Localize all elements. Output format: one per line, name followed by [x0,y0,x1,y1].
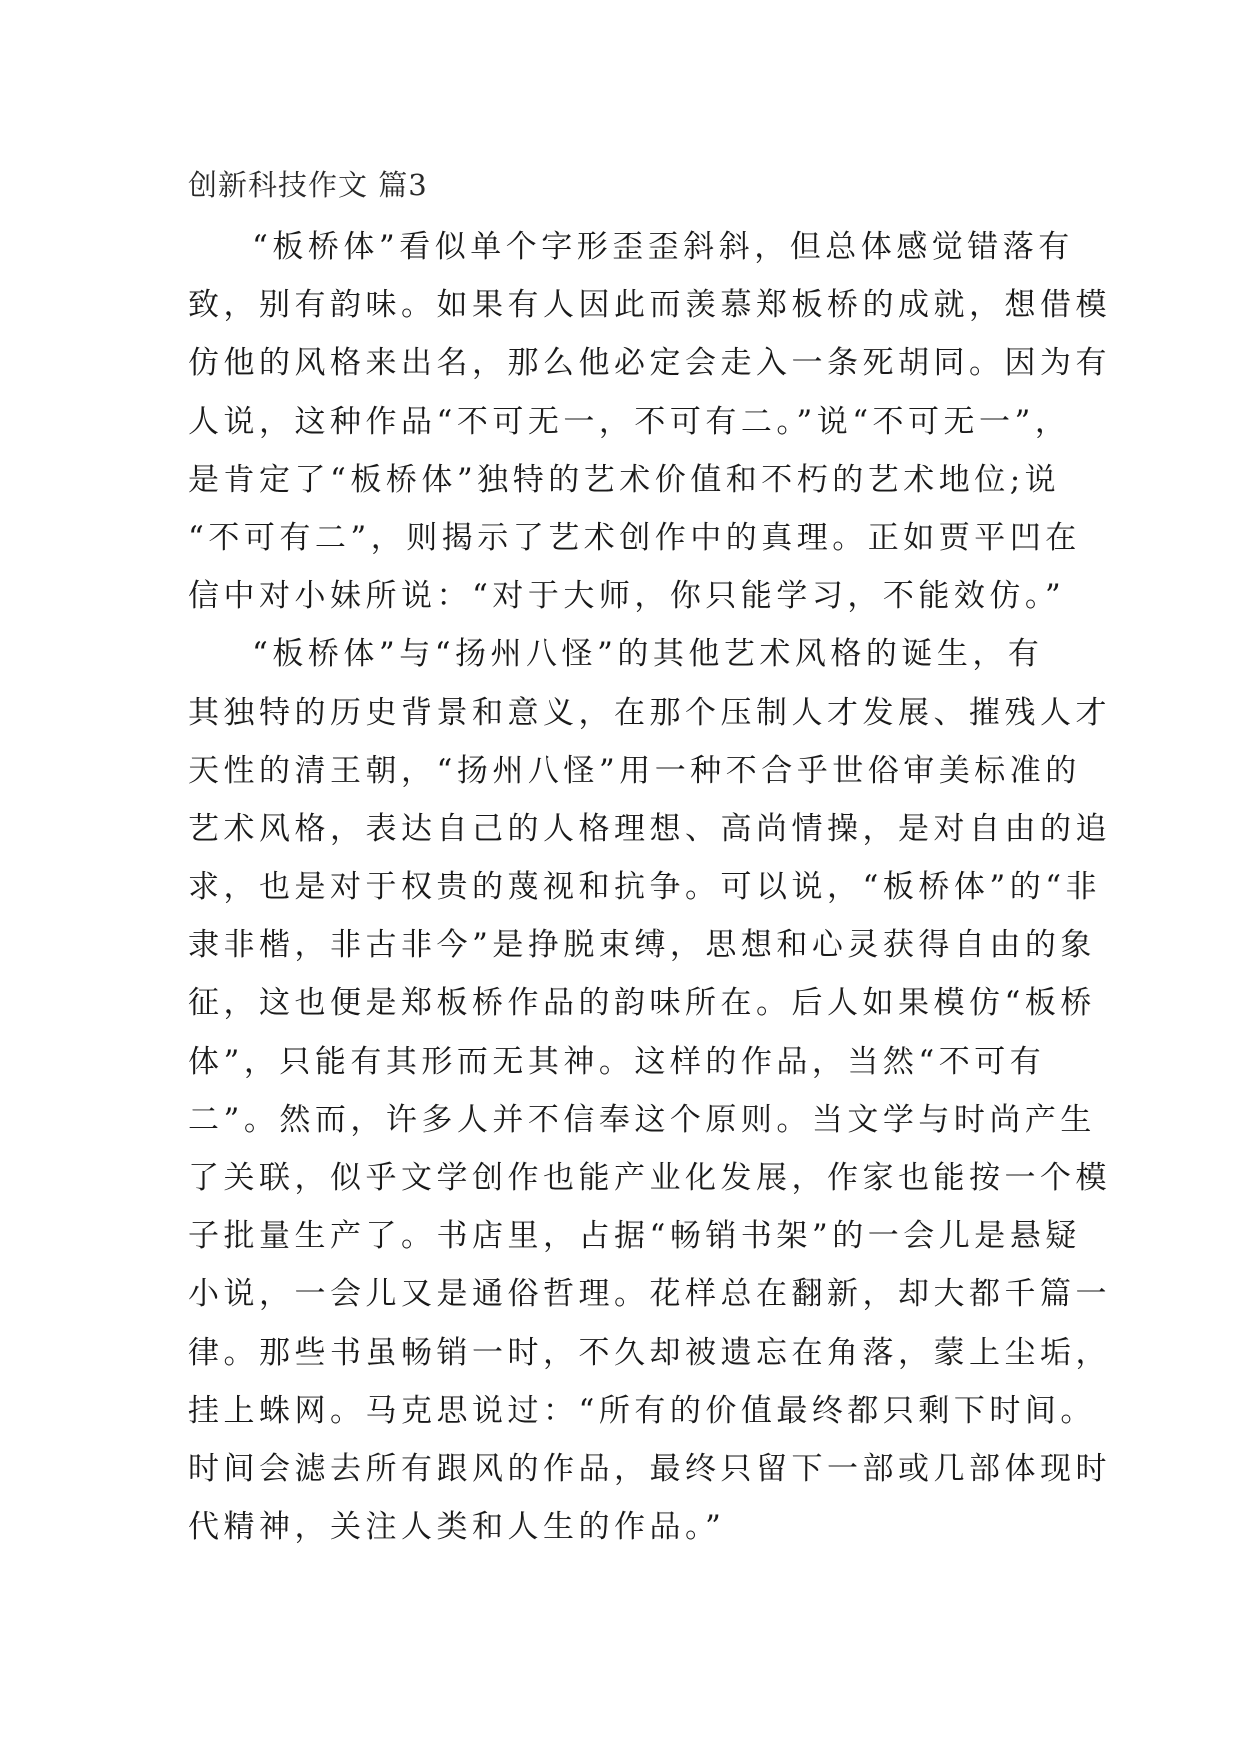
text-line: 求，也是对于权贵的蔑视和抗争。可以说，“板桥体”的“非 [188,869,1102,906]
text-line: 天性的清王朝，“扬州八怪”用一种不合乎世俗审美标准的 [188,752,1081,789]
text-line: 其独特的历史背景和意义，在那个压制人才发展、摧残人才 [188,694,1111,731]
text-line: 艺术风格，表达自己的人格理想、高尚情操，是对自由的追 [188,810,1111,847]
text-line: 挂上蛛网。马克思说过：“所有的价值最终都只剩下时间。 [188,1392,1096,1429]
text-line: 仿他的风格来出名，那么他必定会走入一条死胡同。因为有 [188,345,1111,382]
text-line: 小说，一会儿又是通俗哲理。花样总在翻新，却大都千篇一 [188,1276,1111,1313]
text-line: 了关联，似乎文学创作也能产业化发展，作家也能按一个模 [188,1160,1111,1196]
text-line: 二”。然而，许多人并不信奉这个原则。当文学与时尚产生 [188,1101,1096,1138]
text-line: “不可有二”，则揭示了艺术创作中的真理。正如贾平凹在 [188,519,1081,556]
text-line: 隶非楷，非古非今”是挣脱束缚，思想和心灵获得自由的象 [188,927,1096,964]
text-line: 体”，只能有其形而无其神。这样的作品，当然“不可有 [188,1043,1046,1080]
text-line: 代精神，关注人类和人生的作品。” [188,1509,726,1546]
document-title: 创新科技作文 篇3 [188,168,428,202]
document-body [188,218,1111,1556]
text-line: 子批量生产了。书店里，占据“畅销书架”的一会儿是悬疑 [188,1218,1081,1255]
text-line: 征，这也便是郑板桥作品的韵味所在。后人如果模仿“板桥 [188,985,1096,1022]
text-line: “板桥体”看似单个字形歪歪斜斜，但总体感觉错落有 [252,229,1074,265]
text-line: 人说，这种作品“不可无一，不可有二。”说“不可无一”， [188,403,1071,440]
text-line: 致，别有韵味。如果有人因此而羡慕郑板桥的成就，想借模 [188,287,1111,324]
text-line: “板桥体”与“扬州八怪”的其他艺术风格的诞生，有 [252,636,1044,673]
text-line: 信中对小妹所说：“对于大师，你只能学习，不能效仿。” [188,578,1066,615]
text-line: 时间会滤去所有跟风的作品，最终只留下一部或几部体现时 [188,1450,1111,1487]
text-line: 律。那些书虽畅销一时，不久却被遗忘在角落，蒙上尘垢， [188,1334,1111,1371]
text-line: 是肯定了“板桥体”独特的艺术价值和不朽的艺术地位;说 [188,461,1061,498]
